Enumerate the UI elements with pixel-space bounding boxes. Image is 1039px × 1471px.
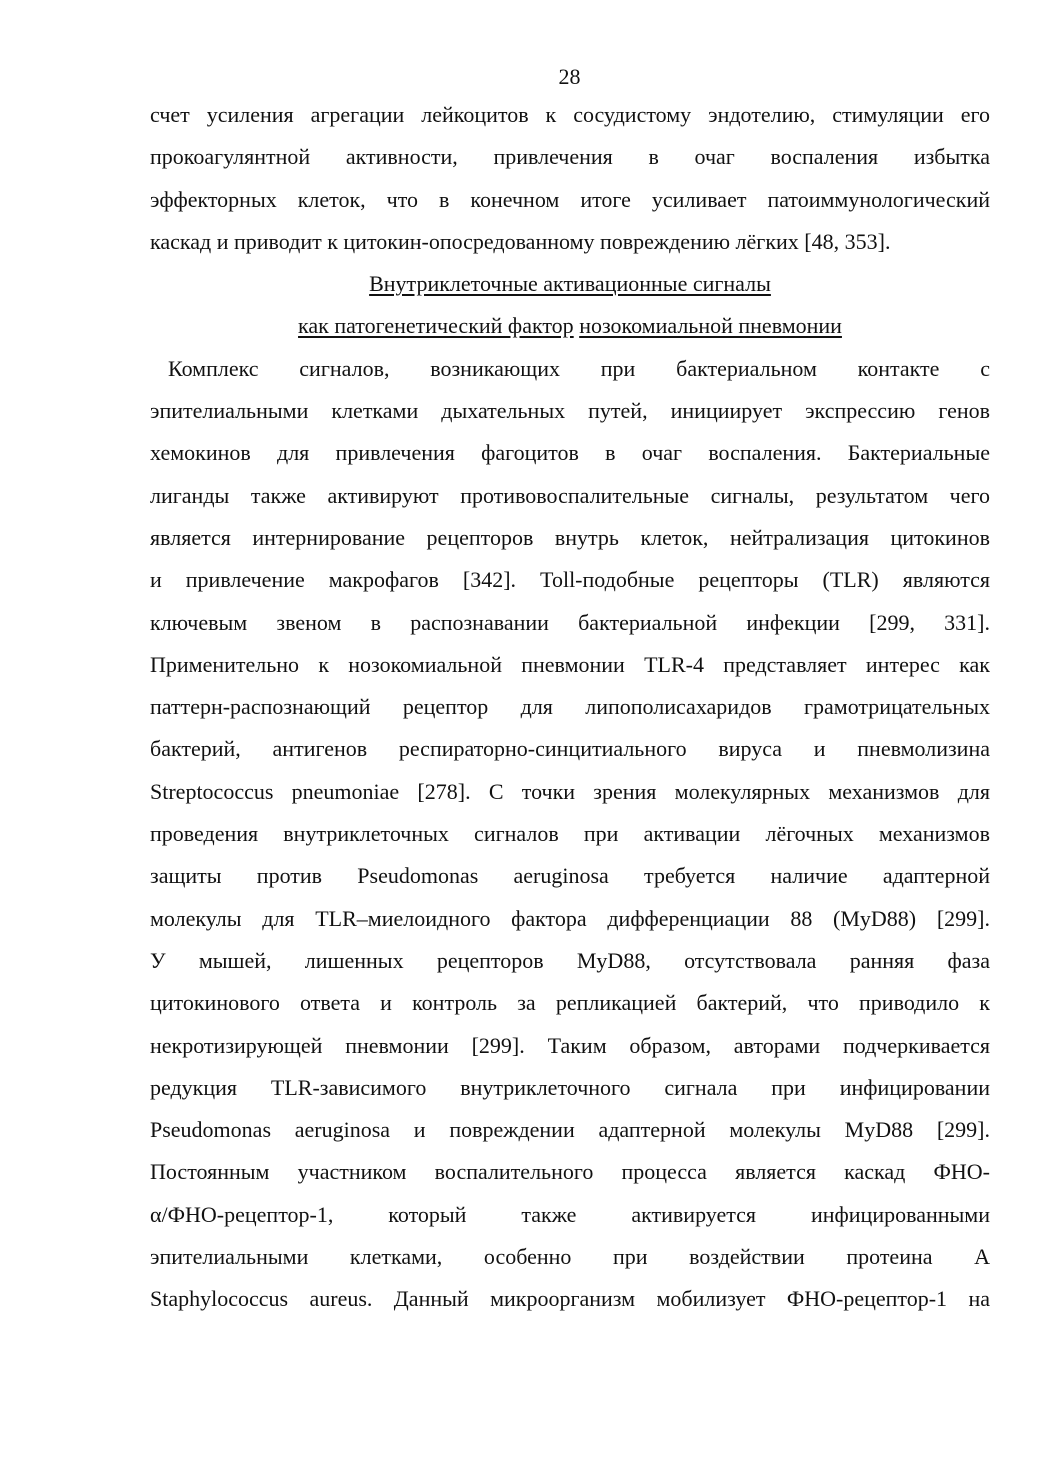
text-line: ключевым звеном в распознавании бактериальной инфекции [299, 331].	[150, 609, 990, 635]
text-line: Постоянным участником воспалительного процесса является каскад ФНО-	[150, 1159, 990, 1185]
text-line: Streptococcus pneumoniae [278]. С точки зрения молекулярных механизмов для	[150, 778, 990, 804]
section-heading-line-1	[150, 263, 990, 305]
text-line: Применительно к нозокомиальной пневмонии TLR-4 представляет интерес как	[150, 651, 990, 677]
text-line: бактерий, антигенов респираторно-синцитиального вируса и пневмолизина	[150, 736, 990, 762]
text-line: и привлечение макрофагов [342]. Toll-подобные рецепторы (TLR) являются	[150, 567, 990, 593]
section-heading-text: как патогенетический фактор	[298, 313, 574, 339]
text-line: некротизирующей пневмонии [299]. Таким образом, авторами подчеркивается	[150, 1032, 990, 1058]
text-line: Staphylococcus aureus. Данный микроорганизм мобилизует ФНО-рецептор-1 на	[150, 1286, 990, 1312]
text-line: паттерн-распознающий рецептор для липополисахаридов грамотрицательных	[150, 694, 990, 720]
section-heading-line-2	[150, 305, 990, 347]
document-body	[150, 94, 990, 1321]
text-line: Комплекс сигналов, возникающих при бактериальном контакте с	[168, 355, 990, 381]
text-line: эпителиальными клетками дыхательных путей, инициирует экспрессию генов	[150, 398, 990, 424]
page-number: 28	[558, 64, 581, 89]
text-line: защиты против Pseudomonas aeruginosa требуется наличие адаптерной	[150, 863, 990, 889]
text-line: лиганды также активируют противовоспалительные сигналы, результатом чего	[150, 482, 990, 508]
text-line: α/ФНО-рецептор-1, который также активируется инфицированными	[150, 1201, 990, 1227]
text-line: эпителиальными клетками, особенно при воздействии протеина A	[150, 1244, 990, 1270]
text-line: цитокинового ответа и контроль за репликацией бактерий, что приводило к	[150, 990, 990, 1016]
text-line: хемокинов для привлечения фагоцитов в очаг воспаления. Бактериальные	[150, 440, 990, 466]
paragraph-2	[150, 348, 990, 1321]
text-line: эффекторных клеток, что в конечном итоге усиливает патоиммунологический	[150, 186, 990, 212]
text-line: проведения внутриклеточных сигналов при активации лёгочных механизмов	[150, 821, 990, 847]
text-line: является интернирование рецепторов внутрь клеток, нейтрализация цитокинов	[150, 524, 990, 550]
paragraph-1	[150, 94, 990, 263]
section-heading-text: Внутриклеточные активационные сигналы	[369, 271, 771, 297]
text-line: редукция TLR-зависимого внутриклеточного сигнала при инфицировании	[150, 1074, 990, 1100]
text-line: счет усиления агрегации лейкоцитов к сосудистому эндотелию, стимуляции его	[150, 102, 990, 127]
text-line: молекулы для TLR–миелоидного фактора дифференциации 88 (MyD88) [299].	[150, 905, 990, 931]
text-line: прокоагулянтной активности, привлечения в очаг воспаления избытка	[150, 144, 990, 170]
text-line: каскад и приводит к цитокин-опосредованному повреждению лёгких [48, 353].	[150, 228, 891, 254]
text-line: Pseudomonas aeruginosa и повреждении адаптерной молекулы MyD88 [299].	[150, 1117, 990, 1143]
text-line: У мышей, лишенных рецепторов MyD88, отсутствовала ранняя фаза	[150, 947, 990, 973]
section-heading-text: нозокомиальной пневмонии	[579, 313, 842, 339]
